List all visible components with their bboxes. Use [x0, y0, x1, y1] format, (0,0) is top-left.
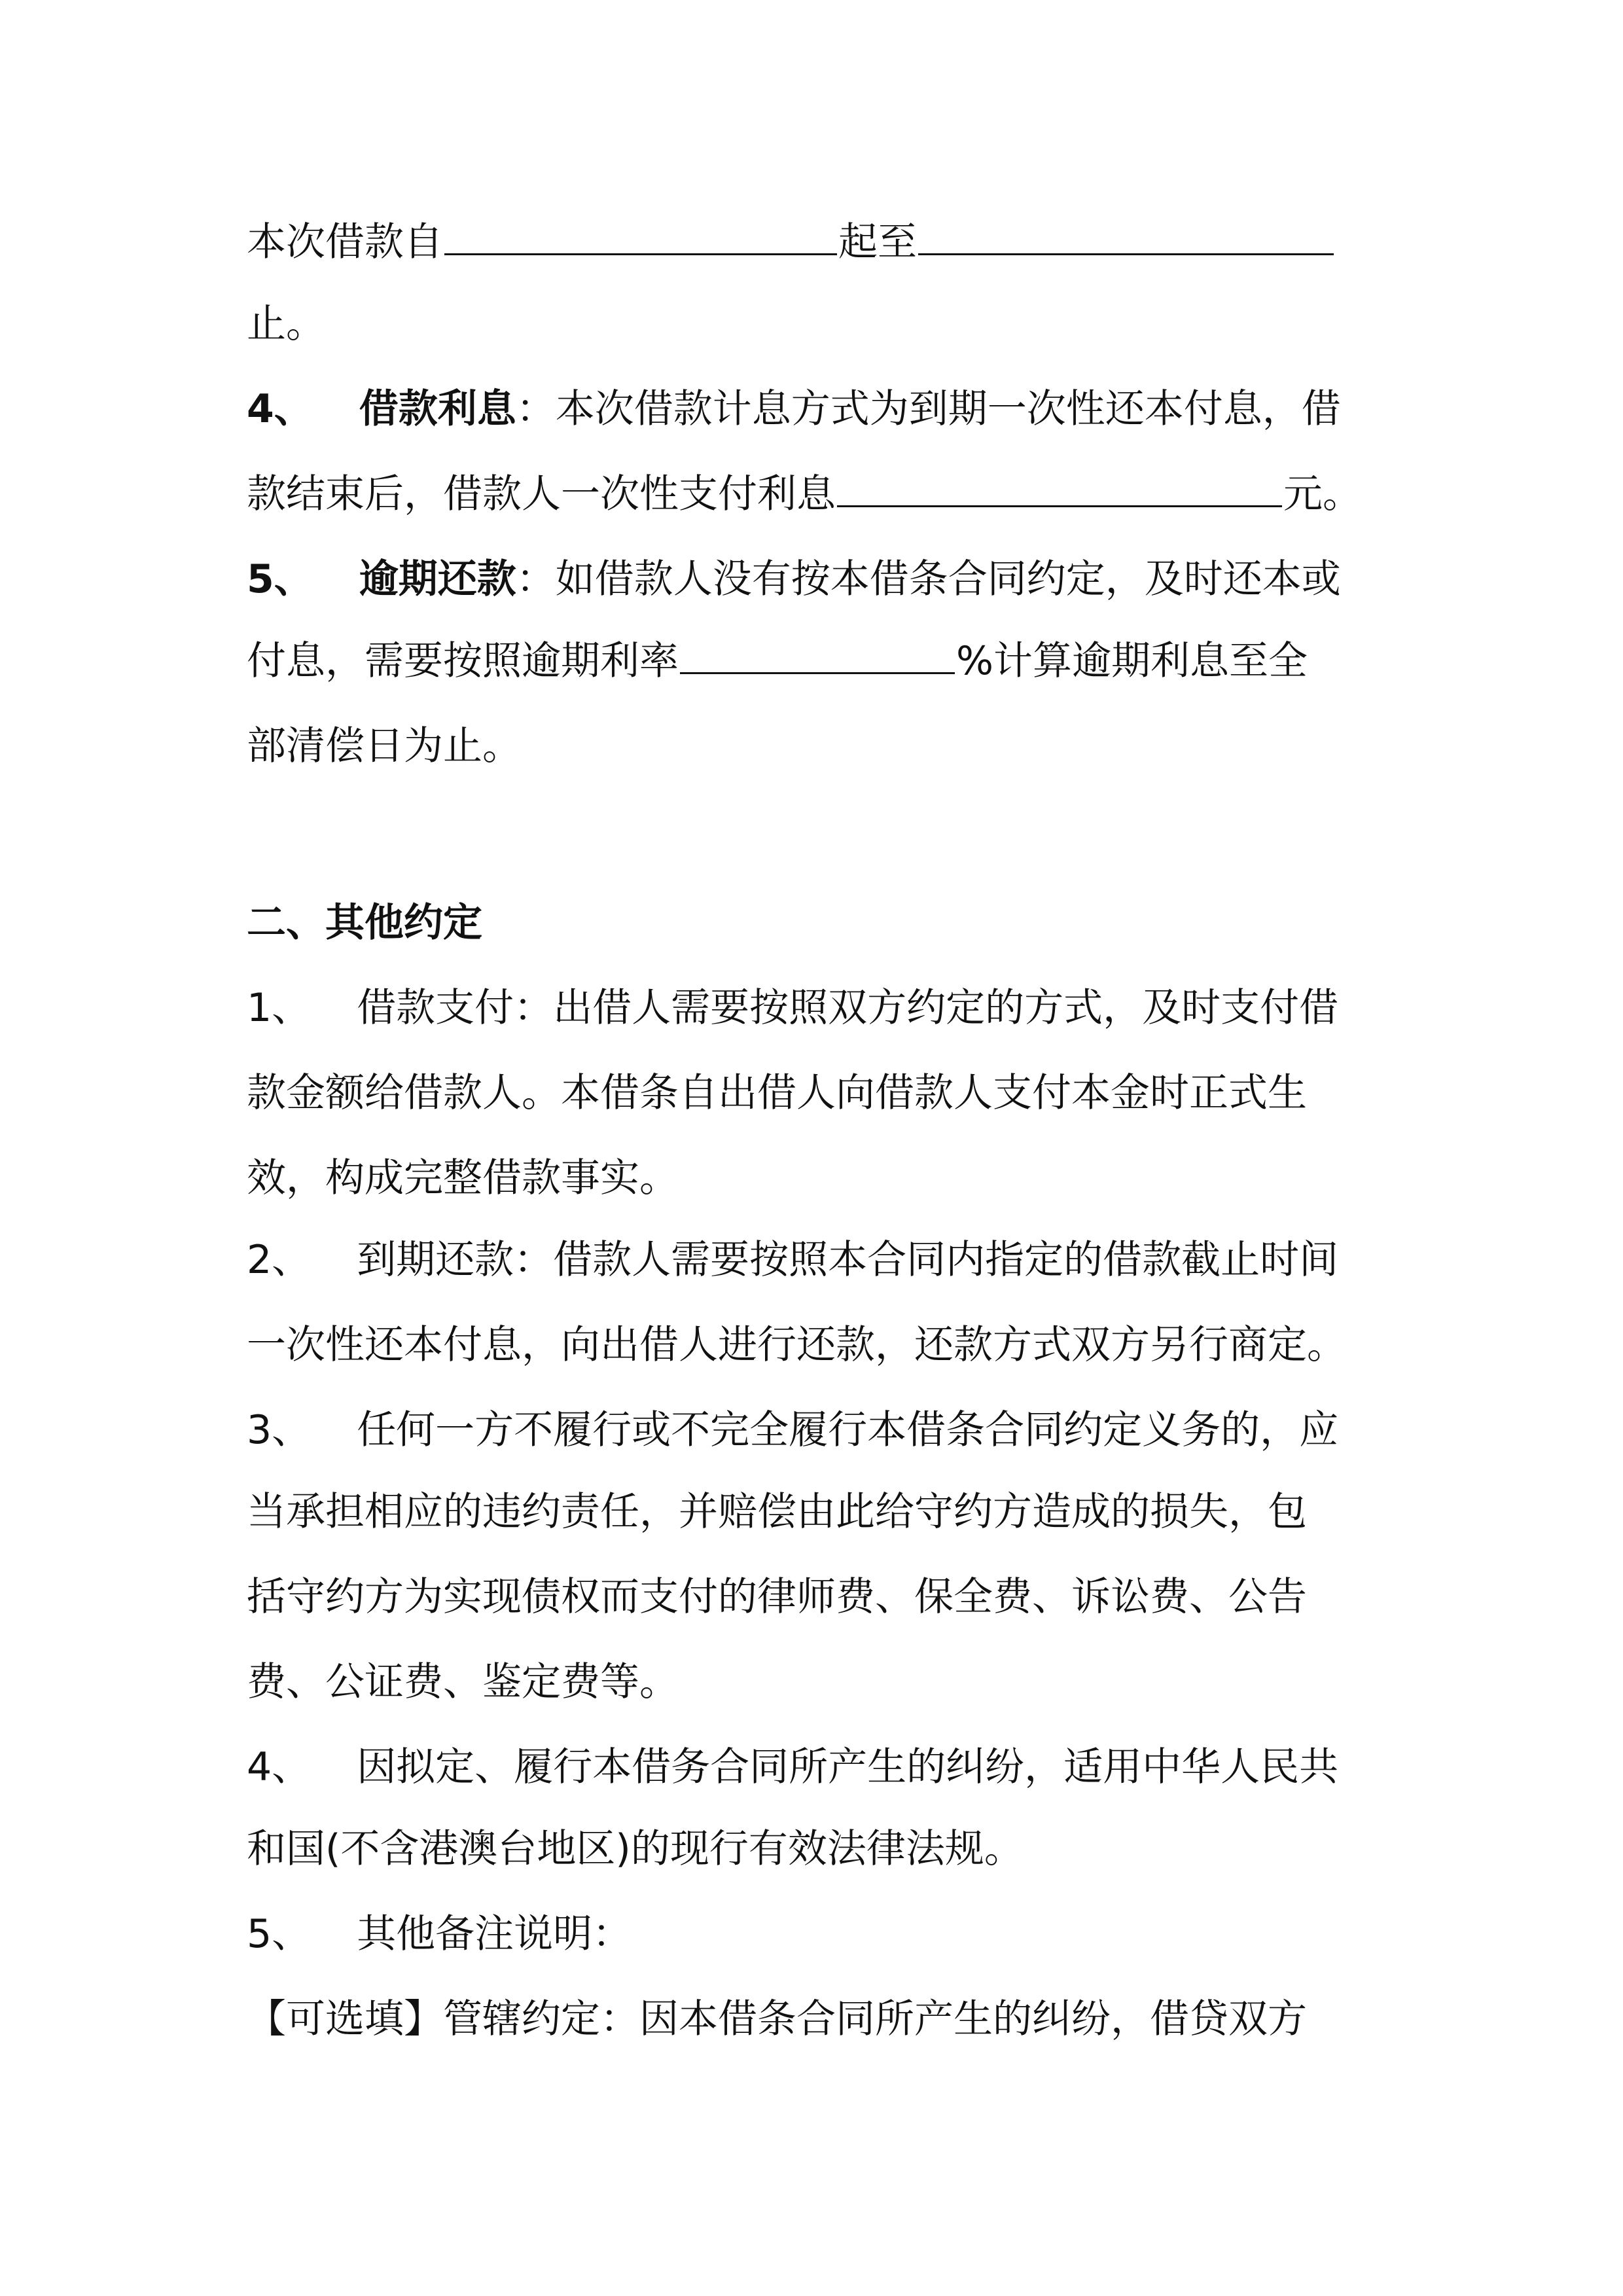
optional-text: 【可选填】管辖约定：因本借条合同所产生的纠纷，借贷双方: [247, 1996, 1307, 2042]
section-heading: 二、其他约定: [247, 900, 482, 946]
clause-overdue-line-2: [247, 632, 1412, 691]
list-item-5: [247, 1905, 1412, 1964]
item-text: 括守约方为实现债权而支付的律师费、保全费、诉讼费、公告: [247, 1574, 1307, 1620]
list-item-3-cont: [247, 1653, 1412, 1712]
item-text: 借款支付：出借人需要按照双方约定的方式，及时支付借: [357, 985, 1339, 1031]
list-item-4-cont: [247, 1820, 1412, 1878]
loan-period-to-label: 起至: [838, 219, 917, 265]
item-text: 费、公证费、鉴定费等。: [247, 1659, 679, 1705]
list-item-2-cont: [247, 1316, 1412, 1374]
list-item-1-cont: [247, 1149, 1412, 1208]
item-text: 效，构成完整借款事实。: [247, 1155, 679, 1201]
interest-amount-blank[interactable]: [837, 466, 1282, 507]
item-text: 任何一方不履行或不完全履行本借条合同约定义务的，应: [357, 1407, 1339, 1453]
item-number: 2、: [247, 1237, 312, 1283]
clause-text: %计算逾期利息至全: [956, 638, 1308, 684]
item-text: 当承担相应的违约责任，并赔偿由此给守约方造成的损失，包: [247, 1489, 1307, 1535]
clause-overdue-line-3: [247, 717, 1412, 776]
loan-end-date-blank[interactable]: [918, 214, 1334, 255]
item-number: 4、: [247, 1744, 312, 1790]
loan-period-end-line: [247, 295, 1412, 353]
item-text: 和国(不含港澳台地区)的现行有效法律法规。: [247, 1826, 1024, 1872]
clause-text: 部清偿日为止。: [247, 723, 522, 769]
item-number: 5、: [247, 1911, 312, 1957]
list-item-1: [247, 978, 1412, 1037]
item-number: 1、: [247, 985, 312, 1031]
loan-start-date-blank[interactable]: [444, 214, 837, 255]
item-text: 因拟定、履行本借务合同所产生的纠纷，适用中华人民共: [357, 1744, 1339, 1790]
clause-number: 4、: [247, 386, 313, 432]
item-text: 其他备注说明：: [357, 1911, 632, 1957]
loan-period-end-text: 止。: [247, 301, 325, 347]
list-item-3: [247, 1401, 1412, 1460]
list-item-3-cont: [247, 1568, 1412, 1626]
clause-title-overdue: 逾期还款: [359, 556, 516, 602]
clause-text: 付息，需要按照逾期利率: [247, 638, 679, 684]
clause-title-interest: 借款利息: [359, 386, 516, 432]
optional-jurisdiction-line: [247, 1990, 1412, 2049]
clause-text: 款结束后，借款人一次性支付利息: [247, 471, 836, 517]
list-item-4: [247, 1738, 1412, 1797]
clause-interest-line-1: [247, 380, 1412, 439]
clause-text: 元。: [1283, 471, 1362, 517]
item-number: 3、: [247, 1407, 312, 1453]
item-text: 到期还款：借款人需要按照本合同内指定的借款截止时间: [357, 1237, 1339, 1283]
list-item-2: [247, 1230, 1412, 1289]
clause-number: 5、: [247, 556, 313, 602]
overdue-rate-blank[interactable]: [680, 633, 955, 674]
clause-text: ：如借款人没有按本借条合同约定，及时还本或: [516, 556, 1341, 602]
list-item-3-cont: [247, 1482, 1412, 1541]
loan-period-label: 本次借款自: [247, 219, 443, 265]
clause-text: ：本次借款计息方式为到期一次性还本付息，借: [516, 386, 1341, 432]
loan-period-line: [247, 213, 1412, 272]
item-text: 款金额给借款人。本借条自出借人向借款人支付本金时正式生: [247, 1070, 1307, 1116]
list-item-1-cont: [247, 1064, 1412, 1122]
clause-interest-line-2: [247, 465, 1412, 524]
clause-overdue-line-1: [247, 550, 1412, 609]
item-text: 一次性还本付息，向出借人进行还款，还款方式双方另行商定。: [247, 1322, 1346, 1368]
